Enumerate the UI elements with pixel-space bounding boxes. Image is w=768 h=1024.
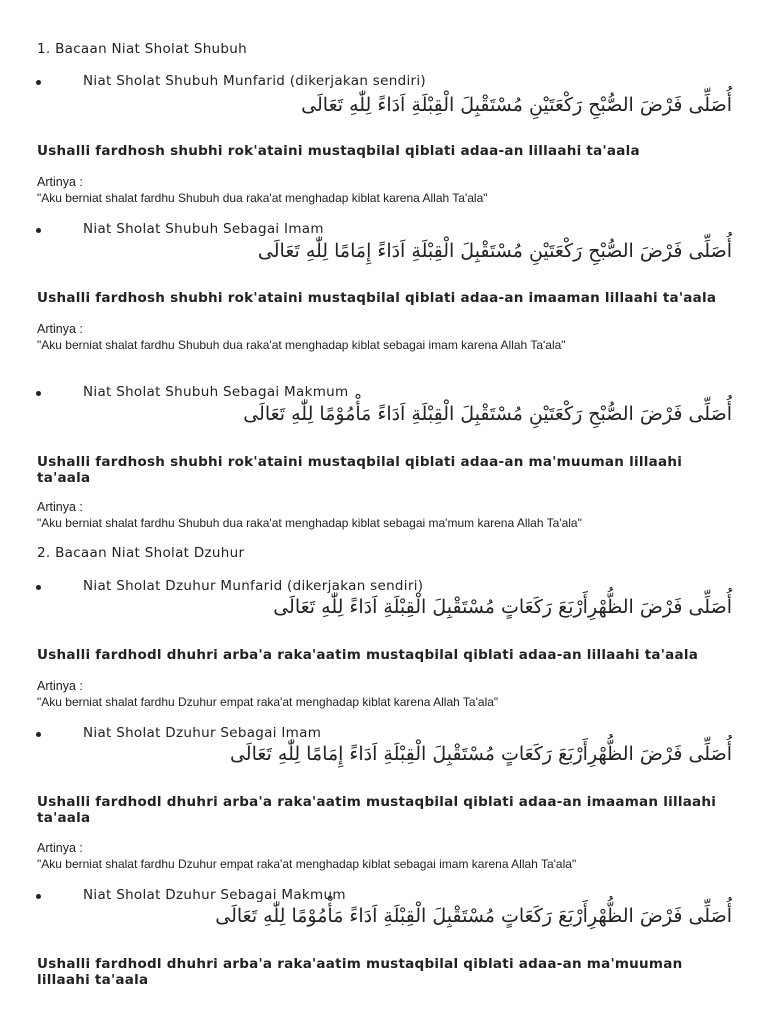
bullet-icon — [36, 391, 41, 396]
arabic-text: أُصَلِّى فَرْضَ الصُّبْحِ رَكْعَتَيْنِ مُسْتَقْبِلَ الْقِبْلَةِ اَدَاءً مَأْمُوْمًا لِلّٰهِ تَعَالَى — [243, 403, 732, 425]
arabic-text: أُصَلِّى فَرْضَ الصُّبْحِ رَكْعَتَيْنِ مُسْتَقْبِلَ الْقِبْلَةِ اَدَاءً لِلّٰهِ تَعَالَى — [301, 94, 732, 116]
item-title: Niat Sholat Shubuh Munfarid (dikerjakan sendiri) — [83, 73, 426, 89]
arabic-text: أُصَلِّى فَرْضَ الظُّهْرِأَرْبَعَ رَكَعَاتٍ مُسْتَقْبِلَ الْقِبْلَةِ اَدَاءً لِلّٰهِ تَعَالَى — [273, 596, 732, 618]
arabic-text: أُصَلِّى فَرْضَ الصُّبْحِ رَكْعَتَيْنِ مُسْتَقْبِلَ الْقِبْلَةِ اَدَاءً إِمَامًا لِلّٰهِ تَعَالَى — [257, 240, 732, 262]
transliteration-text: Ushalli fardhosh shubhi rok'ataini mustaqbilal qiblati adaa-an lillaahi ta'aala — [37, 143, 640, 159]
item-title: Niat Sholat Shubuh Sebagai Makmum — [83, 384, 349, 400]
artinya-text: "Aku berniat shalat fardhu Dzuhur empat raka'at menghadap kiblat karena Allah Ta'ala" — [37, 695, 499, 709]
item-title: Niat Sholat Dzuhur Sebagai Makmum — [83, 887, 346, 903]
arabic-text: أُصَلِّى فَرْضَ الظُّهْرِأَرْبَعَ رَكَعَاتٍ مُسْتَقْبِلَ الْقِبْلَةِ اَدَاءً مَأْمُوْمًا لِلّٰهِ تَعَالَى — [215, 905, 732, 927]
artinya-label: Artinya : — [37, 322, 83, 336]
transliteration-text: Ushalli fardhosh shubhi rok'ataini mustaqbilal qiblati adaa-an ma'muuman lillaahi ta'aala — [37, 454, 683, 486]
item-title: Niat Sholat Shubuh Sebagai Imam — [83, 221, 324, 237]
artinya-text: "Aku berniat shalat fardhu Shubuh dua raka'at menghadap kiblat sebagai ma'mum karena Allah Ta'ala" — [37, 516, 582, 530]
item-title: Niat Sholat Dzuhur Munfarid (dikerjakan sendiri) — [83, 578, 424, 594]
arabic-text: أُصَلِّى فَرْضَ الظُّهْرِأَرْبَعَ رَكَعَاتٍ مُسْتَقْبِلَ الْقِبْلَةِ اَدَاءً إِمَامًا لِلّٰهِ تَعَالَى — [229, 743, 732, 765]
artinya-text: "Aku berniat shalat fardhu Shubuh dua raka'at menghadap kiblat karena Allah Ta'ala" — [37, 191, 488, 205]
bullet-icon — [36, 80, 41, 85]
artinya-label: Artinya : — [37, 841, 83, 855]
section-heading-dzuhur: 2. Bacaan Niat Sholat Dzuhur — [37, 545, 245, 561]
artinya-text: "Aku berniat shalat fardhu Dzuhur empat raka'at menghadap kiblat sebagai imam karena Allah Ta'ala" — [37, 857, 577, 871]
artinya-label: Artinya : — [37, 175, 83, 189]
bullet-icon — [36, 585, 41, 590]
artinya-label: Artinya : — [37, 500, 83, 514]
transliteration-text: Ushalli fardhosh shubhi rok'ataini mustaqbilal qiblati adaa-an imaaman lillaahi ta'aala — [37, 290, 717, 306]
bullet-icon — [36, 732, 41, 737]
transliteration-text: Ushalli fardhodl dhuhri arba'a raka'aatim mustaqbilal qiblati adaa-an imaaman lillaahi ta'aala — [37, 794, 717, 826]
artinya-text: "Aku berniat shalat fardhu Shubuh dua raka'at menghadap kiblat sebagai imam karena Allah Ta'ala" — [37, 338, 566, 352]
artinya-label: Artinya : — [37, 679, 83, 693]
bullet-icon — [36, 894, 41, 899]
section-heading-shubuh: 1. Bacaan Niat Sholat Shubuh — [37, 41, 247, 57]
transliteration-text: Ushalli fardhodl dhuhri arba'a raka'aatim mustaqbilal qiblati adaa-an ma'muuman lillaahi ta'aala — [37, 956, 683, 988]
bullet-icon — [36, 228, 41, 233]
transliteration-text: Ushalli fardhodl dhuhri arba'a raka'aatim mustaqbilal qiblati adaa-an lillaahi ta'aala — [37, 647, 699, 663]
item-title: Niat Sholat Dzuhur Sebagai Imam — [83, 725, 322, 741]
